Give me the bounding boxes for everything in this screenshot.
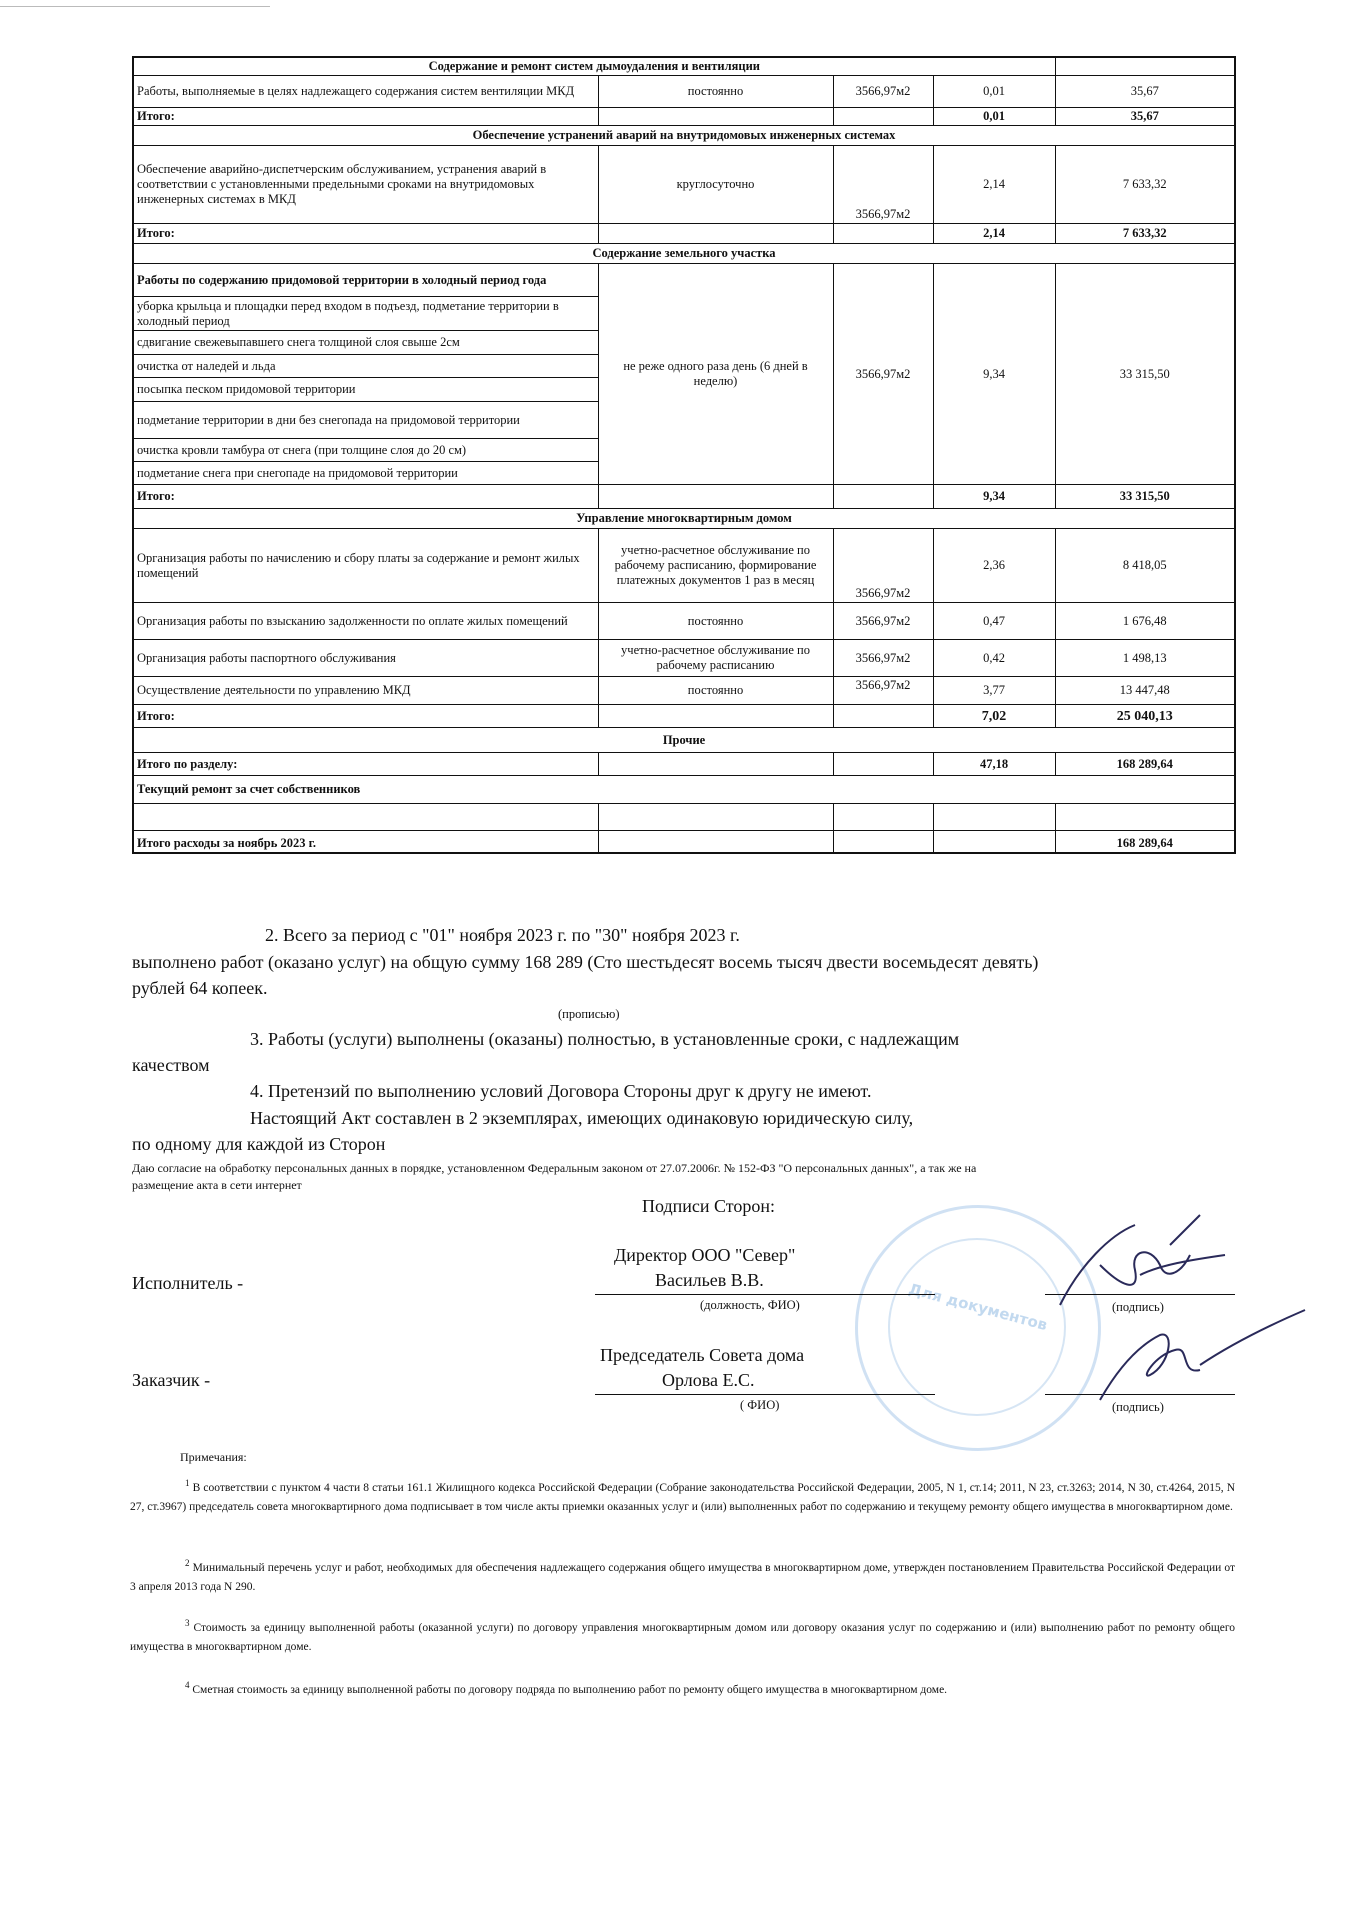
executor-name: Васильев В.В. xyxy=(655,1270,764,1290)
total-label: Итого: xyxy=(133,485,598,509)
note-1 xyxy=(130,1474,1235,1517)
service-sum: 33 315,50 xyxy=(1055,264,1235,485)
service-sum: 1 498,13 xyxy=(1055,640,1235,677)
note-2-mark: 2 xyxy=(185,1558,190,1568)
notes-title: Примечания: xyxy=(180,1450,247,1464)
total-row xyxy=(133,224,1235,244)
executor-name-line xyxy=(595,1294,935,1295)
section-title: Управление многоквартирным домом xyxy=(133,509,1235,529)
section-total-sum: 168 289,64 xyxy=(1055,753,1235,776)
services-table xyxy=(132,56,1236,854)
table-row xyxy=(133,146,1235,224)
service-name: Осуществление деятельности по управлению МКД xyxy=(133,677,598,705)
note-4-mark: 4 xyxy=(185,1680,190,1690)
service-rate: 0,01 xyxy=(933,76,1055,108)
work-item: подметание территории в дни без снегопада на придомовой территории xyxy=(133,402,598,439)
service-period: постоянно xyxy=(598,603,833,640)
work-item: сдвигание свежевыпавшего снега толщиной слоя свыше 2см xyxy=(133,331,598,355)
customer-name-line xyxy=(595,1394,935,1395)
consent-line2: размещение акта в сети интернет xyxy=(132,1178,302,1192)
work-group-title: Работы по содержанию придомовой территории в холодный период года xyxy=(133,264,598,297)
service-sum: 13 447,48 xyxy=(1055,677,1235,705)
executor-label: Исполнитель - xyxy=(132,1273,244,1293)
total-row xyxy=(133,705,1235,728)
customer-label: Заказчик - xyxy=(132,1370,211,1390)
paragraph-3-line2: качеством xyxy=(132,1055,210,1075)
section-total-rate: 47,18 xyxy=(933,753,1055,776)
note-3-mark: 3 xyxy=(185,1618,190,1628)
service-name: Организация работы паспортного обслуживания xyxy=(133,640,598,677)
section-title: Содержание и ремонт систем дымоудаления и вентиляции xyxy=(133,57,1055,76)
executor-sign-caption: (подпись) xyxy=(1112,1300,1164,1314)
service-period: учетно-расчетное обслуживание по рабочему расписанию, формирование платежных документов 1 раз в месяц xyxy=(598,529,833,603)
service-rate: 9,34 xyxy=(933,264,1055,485)
total-label: Итого: xyxy=(133,108,598,126)
table-row xyxy=(133,804,1235,831)
paragraph-2-line3: рублей 64 копеек. xyxy=(132,978,268,998)
note-2 xyxy=(130,1554,1235,1597)
paragraph-4: 4. Претензий по выполнению условий Договора Стороны друг к другу не имеют. xyxy=(250,1081,872,1101)
service-period: учетно-расчетное обслуживание по рабочему расписанию xyxy=(598,640,833,677)
work-item: подметание снега при снегопаде на придомовой территории xyxy=(133,462,598,485)
signatures-title: Подписи Сторон: xyxy=(642,1196,776,1216)
note-3 xyxy=(130,1614,1235,1657)
section-title: Содержание земельного участка xyxy=(133,244,1235,264)
propisyu-caption: (прописью) xyxy=(558,1007,620,1021)
top-edge-line xyxy=(0,6,270,7)
total-sum: 33 315,50 xyxy=(1055,485,1235,509)
total-row xyxy=(133,108,1235,126)
table-row xyxy=(133,603,1235,640)
grand-total-sum: 168 289,64 xyxy=(1055,831,1235,853)
note-2-text: Минимальный перечень услуг и работ, необходимых для обеспечения надлежащего содержания общего имущества в многоквартирном доме, утвержден постановлением Правительства Российской Федерации от 3 апреля 2013 года N 290. xyxy=(130,1561,1235,1593)
section-header-row xyxy=(133,57,1235,76)
section-total-row xyxy=(133,753,1235,776)
executor-position: Директор ООО "Север" xyxy=(614,1245,796,1265)
total-rate: 7,02 xyxy=(933,705,1055,728)
service-area: 3566,97м2 xyxy=(833,264,933,485)
grand-total-label: Итого расходы за ноябрь 2023 г. xyxy=(133,831,598,853)
service-name: Обеспечение аварийно-диспетчерским обслуживанием, устранения аварий в соответствии с установленными предельными сроками на внутридомовых инженерных системах в МКД xyxy=(133,146,598,224)
total-sum: 25 040,13 xyxy=(1055,705,1235,728)
total-row xyxy=(133,485,1235,509)
total-sum: 7 633,32 xyxy=(1055,224,1235,244)
service-rate: 0,47 xyxy=(933,603,1055,640)
paragraph-3-line1: 3. Работы (услуги) выполнены (оказаны) полностью, в установленные сроки, с надлежащим xyxy=(250,1029,960,1049)
note-1-text: В соответствии с пунктом 4 части 8 статьи 161.1 Жилищного кодекса Российской Федерации (Собрание законодательства Российской Федерации, 2005, N 1, ст.14; 2011, N 23, ст.3263; 2014, N 30, ст.4264, 2015, N 27, ст.3967) председатель совета многоквартирного дома подписывает в том числе акты приемки оказанных услуг и (или) выполненных работ по содержанию и текущему ремонту общего имущества в многоквартирном доме. xyxy=(130,1481,1235,1513)
note-4-text: Сметная стоимость за единицу выполненной работы по договору подряда по выполнению работ по ремонту общего имущества в многоквартирном доме. xyxy=(192,1683,948,1696)
customer-caption: ( ФИО) xyxy=(740,1398,780,1412)
paragraph-5-line1: Настоящий Акт составлен в 2 экземплярах, имеющих одинаковую юридическую силу, xyxy=(250,1108,914,1128)
paragraph-2-line1: 2. Всего за период с "01" ноября 2023 г. по "30" ноября 2023 г. xyxy=(265,925,740,945)
service-sum: 7 633,32 xyxy=(1055,146,1235,224)
paragraph-5-line2: по одному для каждой из Сторон xyxy=(132,1134,386,1154)
work-item: уборка крыльца и площадки перед входом в подъезд, подметание территории в холодный период xyxy=(133,297,598,331)
total-label: Итого: xyxy=(133,705,598,728)
paragraph-2-line2: выполнено работ (оказано услуг) на общую сумму 168 289 (Сто шестьдесят восемь тысяч двести восемьдесят девять) xyxy=(132,952,1039,972)
total-sum: 35,67 xyxy=(1055,108,1235,126)
service-period: не реже одного раза день (6 дней в неделю) xyxy=(598,264,833,485)
service-area: 3566,97м2 xyxy=(833,529,933,603)
service-area: 3566,97м2 xyxy=(833,603,933,640)
table-row xyxy=(133,264,1235,297)
service-area: 3566,97м2 xyxy=(833,76,933,108)
section-header-row xyxy=(133,509,1235,529)
note-3-text: Стоимость за единицу выполненной работы (оказанной услуги) по договору управления многоквартирным домом или договору оказания услуг по содержанию и (или) выполнению работ по ремонту общего имущества в многоквартирном доме. xyxy=(130,1621,1235,1653)
customer-name: Орлова Е.С. xyxy=(662,1370,755,1390)
service-area: 3566,97м2 xyxy=(833,640,933,677)
table-row xyxy=(133,76,1235,108)
table-row xyxy=(133,529,1235,603)
service-area: 3566,97м2 xyxy=(833,677,933,705)
note-1-mark: 1 xyxy=(185,1478,190,1488)
service-rate: 3,77 xyxy=(933,677,1055,705)
section-header-row xyxy=(133,728,1235,753)
service-period: постоянно xyxy=(598,677,833,705)
note-4 xyxy=(130,1676,1235,1700)
work-item: очистка от наледей и льда xyxy=(133,355,598,378)
work-item: посыпка песком придомовой территории xyxy=(133,378,598,402)
customer-signature xyxy=(1080,1305,1310,1415)
customer-position: Председатель Совета дома xyxy=(600,1345,805,1365)
section-header-row xyxy=(133,244,1235,264)
stamp-text: Для документов xyxy=(906,1279,1050,1335)
total-label: Итого: xyxy=(133,224,598,244)
work-item: очистка кровли тамбура от снега (при толщине слоя до 20 см) xyxy=(133,439,598,462)
service-sum: 35,67 xyxy=(1055,76,1235,108)
customer-sign-caption: (подпись) xyxy=(1112,1400,1164,1414)
service-name: Организация работы по начислению и сбору платы за содержание и ремонт жилых помещений xyxy=(133,529,598,603)
service-rate: 2,14 xyxy=(933,146,1055,224)
service-sum: 8 418,05 xyxy=(1055,529,1235,603)
total-rate: 9,34 xyxy=(933,485,1055,509)
service-rate: 2,36 xyxy=(933,529,1055,603)
service-name: Организация работы по взысканию задолженности по оплате жилых помещений xyxy=(133,603,598,640)
section-title: Прочие xyxy=(133,728,1235,753)
service-period: круглосуточно xyxy=(598,146,833,224)
table-row xyxy=(133,677,1235,705)
total-rate: 2,14 xyxy=(933,224,1055,244)
total-rate: 0,01 xyxy=(933,108,1055,126)
table-row xyxy=(133,640,1235,677)
service-period: постоянно xyxy=(598,76,833,108)
grand-total-row xyxy=(133,831,1235,853)
section-title: Обеспечение устранений аварий на внутридомовых инженерных системах xyxy=(133,126,1235,146)
service-area: 3566,97м2 xyxy=(833,146,933,224)
section-header-row xyxy=(133,776,1235,804)
service-rate: 0,42 xyxy=(933,640,1055,677)
section-total-label: Итого по разделу: xyxy=(133,753,598,776)
service-name: Работы, выполняемые в целях надлежащего содержания систем вентиляции МКД xyxy=(133,76,598,108)
section-header-row xyxy=(133,126,1235,146)
section-title: Текущий ремонт за счет собственников xyxy=(133,776,1235,804)
executor-caption: (должность, ФИО) xyxy=(700,1298,800,1312)
consent-line1: Даю согласие на обработку персональных данных в порядке, установленном Федеральным законом от 27.07.2006г. № 152-ФЗ "О персональных данных", а так же на xyxy=(132,1161,977,1175)
service-sum: 1 676,48 xyxy=(1055,603,1235,640)
